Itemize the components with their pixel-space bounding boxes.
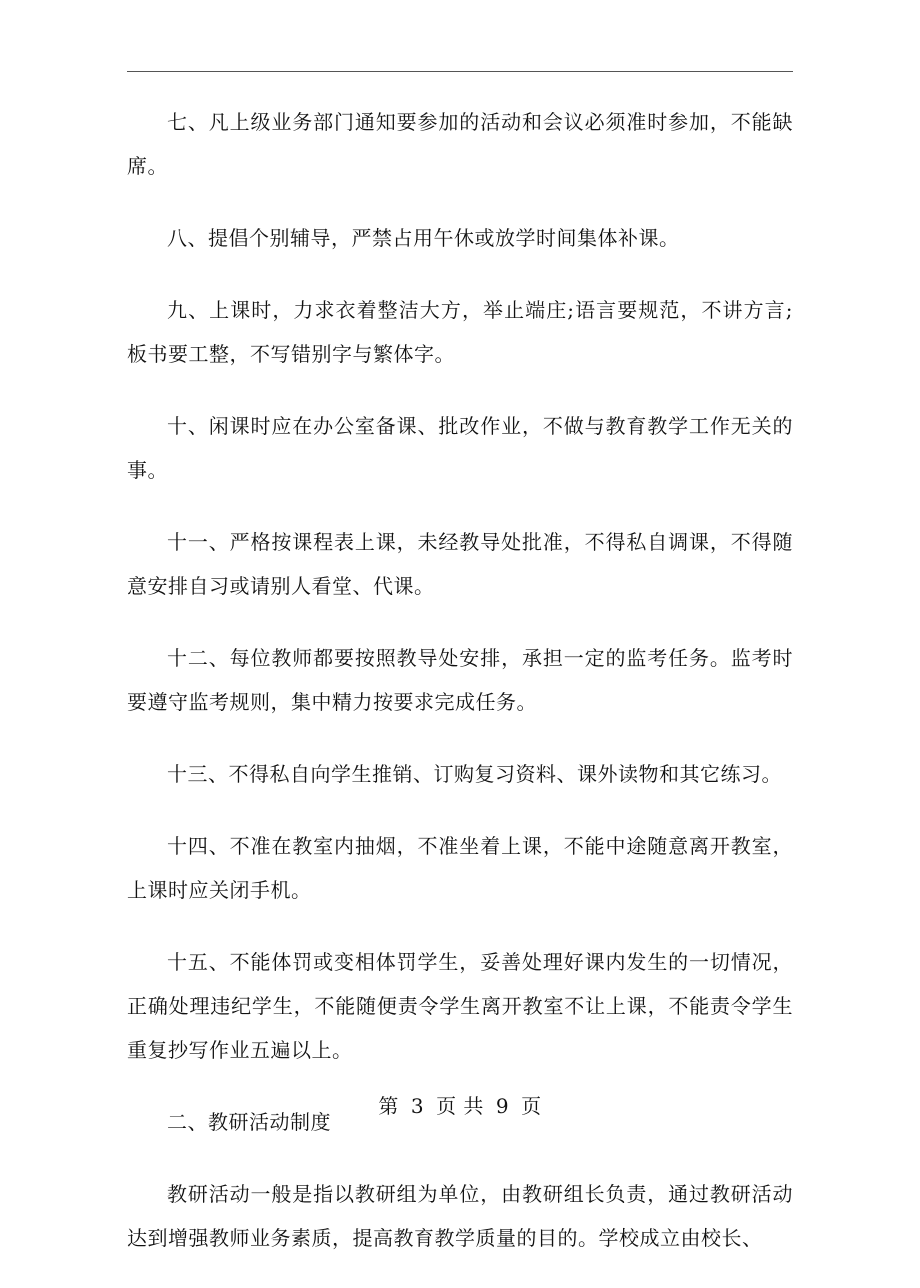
page-number-footer — [0, 1092, 920, 1120]
footer-middle: 页 共 — [436, 1094, 484, 1118]
paragraph-rule-7: 七、凡上级业务部门通知要参加的活动和会议必须准时参加，不能缺席。 — [127, 110, 793, 178]
header-rule — [127, 71, 793, 72]
paragraph-rule-14: 十四、不准在教室内抽烟，不准坐着上课，不能中途随意离开教室，上课时应关闭手机。 — [127, 834, 793, 902]
section-heading: 二、教研活动制度 — [167, 1110, 331, 1134]
paragraph-teaching-research: 教研活动一般是指以教研组为单位，由教研组长负责，通过教研活动达到增强教师业务素质，提高教育教学质量的目的。学校成立由校长、 — [127, 1182, 793, 1250]
footer-prefix: 第 — [378, 1094, 399, 1118]
paragraph-rule-15: 十五、不能体罚或变相体罚学生，妥善处理好课内发生的一切情况，正确处理违纪学生，不能随便责令学生离开教室不让上课，不能责令学生重复抄写作业五遍以上。 — [127, 950, 793, 1062]
paragraph-rule-11: 十一、严格按课程表上课，未经教导处批准，不得私自调课，不得随意安排自习或请别人看堂、代课。 — [127, 530, 793, 598]
total-pages-number: 9 — [495, 1094, 510, 1118]
current-page-number: 3 — [410, 1094, 425, 1118]
paragraph-rule-8: 八、提倡个别辅导，严禁占用午休或放学时间集体补课。 — [167, 226, 680, 250]
footer-suffix: 页 — [521, 1094, 542, 1118]
paragraph-rule-12: 十二、每位教师都要按照教导处安排，承担一定的监考任务。监考时要遵守监考规则，集中精力按要求完成任务。 — [127, 646, 793, 714]
paragraph-rule-10: 十、闲课时应在办公室备课、批改作业，不做与教育教学工作无关的事。 — [127, 414, 793, 482]
paragraph-rule-9: 九、上课时，力求衣着整洁大方，举止端庄;语言要规范，不讲方言;板书要工整，不写错别字与繁体字。 — [127, 298, 793, 366]
paragraph-rule-13: 十三、不得私自向学生推销、订购复习资料、课外读物和其它练习。 — [167, 762, 782, 786]
